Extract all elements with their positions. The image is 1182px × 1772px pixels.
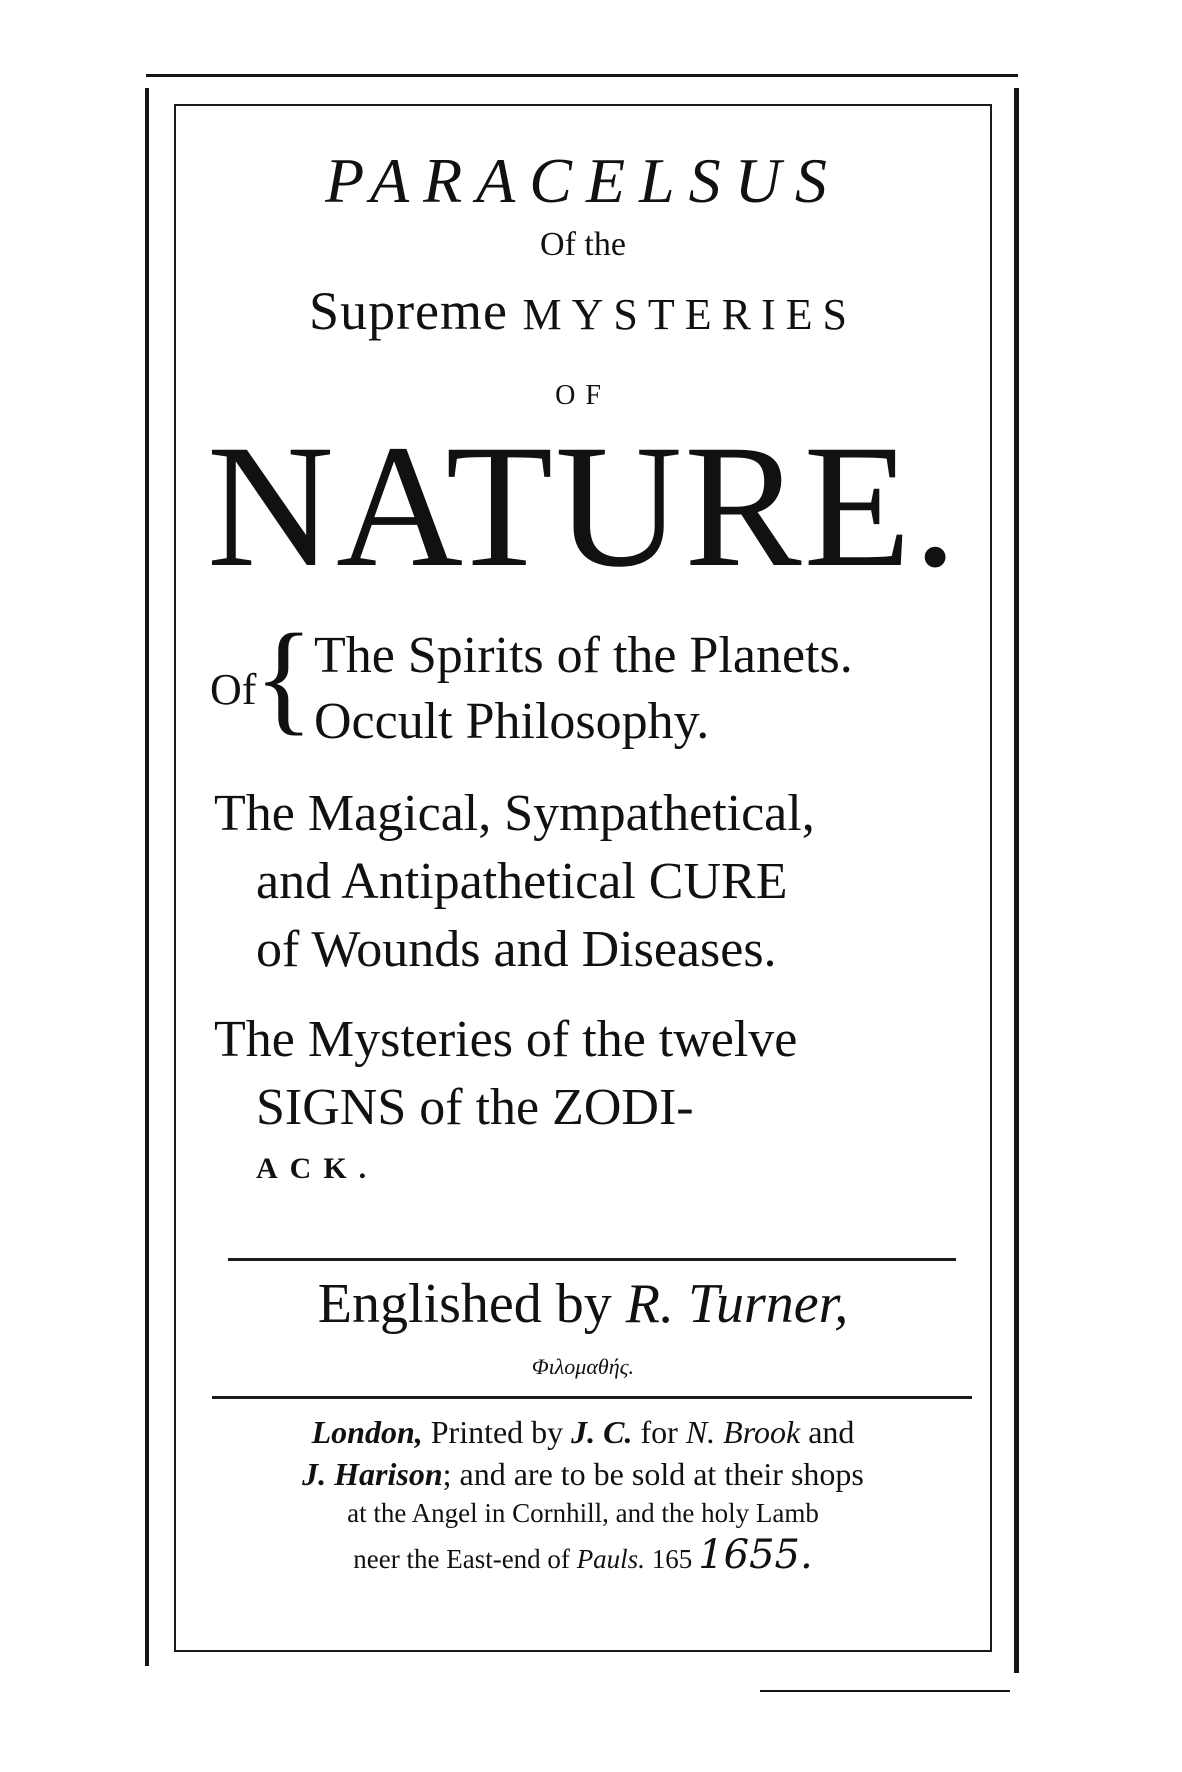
imprint-for: for (640, 1414, 678, 1450)
separator-rule (228, 1258, 956, 1261)
imprint-year: 165 (651, 1544, 693, 1574)
imprint-printer: J. C. (571, 1414, 633, 1450)
magical-line-3: of Wounds and Diseases. (256, 921, 777, 978)
brace-glyph: { (254, 609, 314, 746)
subject-spirits: The Spirits of the Planets. (314, 627, 853, 684)
imprint-line-3: at the Angel in Cornhill, and the holy Lamb (347, 1498, 819, 1528)
mysteries-line-1: The Mysteries of the twelve (214, 1011, 798, 1068)
translator-name: R. Turner, (625, 1273, 849, 1335)
frame-top-rule (146, 74, 1018, 77)
imprint-bookseller-2: J. Harison (302, 1456, 443, 1492)
mysteries-word: MYSTERIES (522, 290, 857, 339)
of-the-text: Of the (540, 226, 626, 263)
magical-line-1: The Magical, Sympathetical, (214, 785, 815, 842)
mysteries-line-2: SIGNS of the ZODI- (256, 1079, 694, 1136)
supreme-mysteries-line (174, 280, 992, 342)
of-text: OF (555, 380, 611, 411)
englished-by: Englished by (317, 1273, 612, 1335)
imprint-place: Pauls. (576, 1544, 645, 1574)
supreme-word: Supreme (309, 281, 508, 341)
author-name: PARACELSUS (325, 145, 841, 216)
subject-occult: Occult Philosophy. (314, 693, 710, 750)
imprint-and: and (808, 1414, 855, 1450)
of-label: Of (210, 665, 257, 714)
frame-right-rule (1014, 88, 1019, 1673)
imprint-bookseller-1: N. Brook (685, 1414, 801, 1450)
greek-epithet: Φιλομαθής. (531, 1354, 635, 1379)
nature-heading: NATURE. (206, 409, 960, 604)
magical-line-2: and Antipathetical CURE (256, 853, 788, 910)
imprint-east-end: neer the East-end of (353, 1544, 570, 1574)
frame-bottom-rule (760, 1690, 1010, 1692)
imprint-city: London, (311, 1414, 423, 1450)
imprint-line-1 (174, 1414, 992, 1451)
imprint-shops-text: ; and are to be sold at their shops (442, 1456, 864, 1492)
of-subjects (210, 609, 990, 762)
separator-rule (212, 1396, 972, 1399)
handwritten-year: 1655. (698, 1532, 813, 1578)
imprint-printed-by: Printed by (430, 1414, 564, 1450)
imprint-line-4 (174, 1532, 992, 1578)
frame-left-rule (145, 88, 149, 1666)
imprint-line-2 (174, 1456, 992, 1493)
mysteries-line-3: ACK. (256, 1152, 379, 1185)
translator-line (174, 1272, 992, 1336)
